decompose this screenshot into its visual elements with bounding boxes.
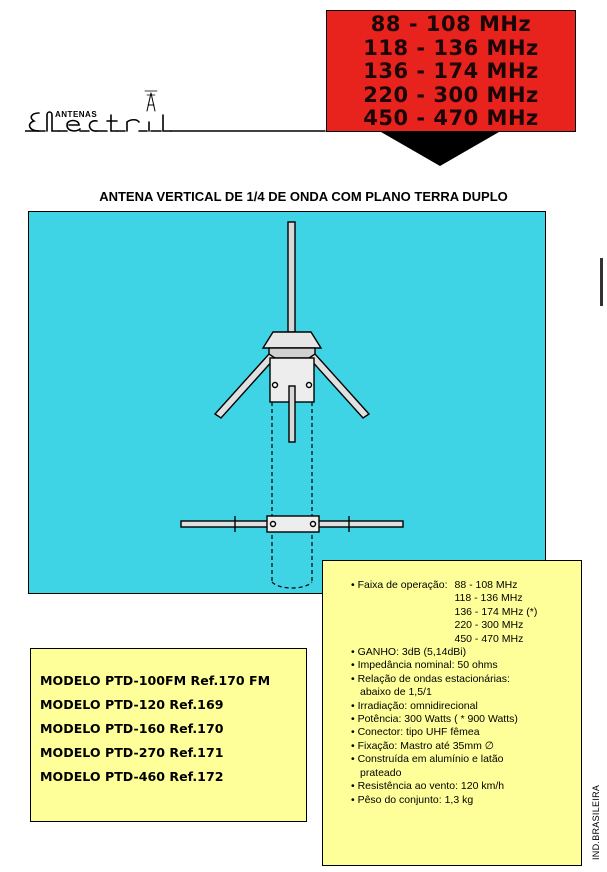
spec-item: • Construída em alumínio e latão bbox=[351, 753, 504, 766]
frequency-band: 118 - 136 MHz bbox=[363, 35, 539, 60]
side-label: IND.BRASILEIRA bbox=[591, 784, 601, 860]
model-item: MODELO PTD-160 Ref.170 bbox=[40, 721, 224, 736]
logo-subtitle: ANTENAS bbox=[55, 110, 98, 119]
model-item: MODELO PTD-100FM Ref.170 FM bbox=[40, 673, 271, 688]
frequency-band: 136 - 174 MHz bbox=[363, 59, 539, 83]
frequency-value: 450 - 470 MHz bbox=[454, 632, 524, 645]
spec-item: • Fixação: Mastro até 35mm ∅ bbox=[351, 739, 494, 752]
spec-item: prateado bbox=[360, 766, 402, 779]
frequency-value: 220 - 300 MHz bbox=[454, 619, 524, 632]
model-item: MODELO PTD-120 Ref.169 bbox=[40, 697, 224, 712]
antenna-drawing bbox=[29, 212, 547, 595]
spec-item: • Conector: tipo UHF fêmea bbox=[351, 726, 480, 739]
frequency-band: 220 - 300 MHz bbox=[363, 82, 539, 107]
antenna-illustration bbox=[28, 211, 546, 594]
frequency-values bbox=[454, 579, 537, 646]
page-title: ANTENA VERTICAL DE 1/4 DE ONDA COM PLANO TERRA DUPLO bbox=[99, 189, 508, 204]
model-item: MODELO PTD-460 Ref.172 bbox=[40, 769, 224, 784]
spec-item: abaixo de 1,5/1 bbox=[360, 686, 432, 699]
spec-item: • Potência: 300 Watts ( * 900 Watts) bbox=[351, 713, 518, 726]
frequency-value: 136 - 174 MHz (*) bbox=[454, 605, 538, 618]
spec-item: • Resistência ao vento: 120 km/h bbox=[351, 780, 505, 793]
spec-item: • Impedância nominal: 50 ohms bbox=[351, 659, 498, 672]
frequency-label: • Faixa de operação: bbox=[351, 579, 448, 591]
frequency-value: 88 - 108 MHz bbox=[454, 579, 518, 591]
frequency-band-box bbox=[326, 10, 576, 132]
frequency-band: 88 - 108 MHz bbox=[370, 12, 532, 36]
frequency-band: 450 - 470 MHz bbox=[363, 106, 539, 130]
spec-item: • Irradiação: omnidirecional bbox=[351, 699, 478, 712]
frequency-spec bbox=[351, 579, 581, 646]
down-arrow-icon bbox=[381, 132, 499, 166]
spec-item: • GANHO: 3dB (5,14dBi) bbox=[351, 646, 467, 659]
model-item: MODELO PTD-270 Ref.171 bbox=[40, 745, 224, 760]
spec-item: • Relação de ondas estacionárias: bbox=[351, 672, 510, 685]
frequency-value: 118 - 136 MHz bbox=[454, 592, 523, 605]
specifications-panel bbox=[322, 560, 582, 866]
spec-item: • Pêso do conjunto: 1,3 kg bbox=[351, 793, 474, 806]
edge-mark bbox=[600, 258, 603, 306]
models-panel bbox=[30, 648, 307, 822]
